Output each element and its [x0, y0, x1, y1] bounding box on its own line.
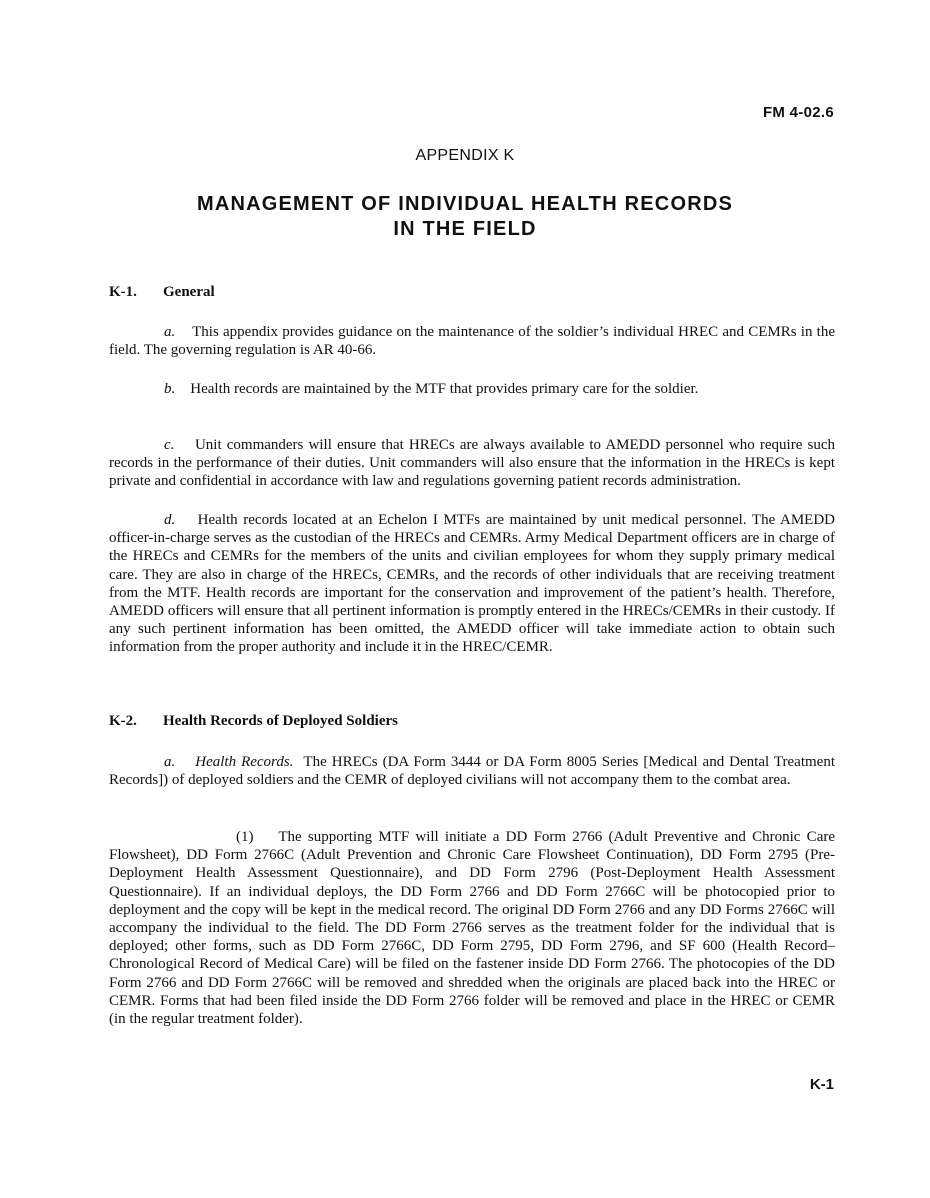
paragraph-k2-a [109, 753, 835, 789]
paragraph-k1-b [109, 380, 835, 398]
paragraph-label: d. [164, 512, 176, 528]
section-heading-k1 [109, 284, 215, 301]
document-id: FM 4-02.6 [762, 104, 834, 121]
paragraph-k1-d [109, 511, 835, 657]
page-title [0, 192, 930, 242]
paragraph-label: (1) [236, 829, 254, 845]
paragraph-k1-a [109, 323, 835, 359]
section-number: K-2. [109, 713, 137, 729]
page-title-line2: IN THE FIELD [393, 218, 537, 240]
paragraph-text: The HRECs (DA Form 3444 or DA Form 8005 Series [Medical and Dental Treatment Records]) of deployed soldiers and the CEMR of deployed civilians will not accompany them to the combat area. [109, 754, 836, 789]
section-number: K-1. [109, 284, 137, 300]
paragraph-label: a. [164, 754, 176, 770]
section-heading-k2 [109, 713, 398, 730]
paragraph-text: Health records are maintained by the MTF that provides primary care for the soldier. [190, 381, 699, 397]
section-title: General [163, 284, 215, 300]
paragraph-k1-c [109, 436, 835, 491]
page-number: K-1 [809, 1076, 834, 1093]
paragraph-subtitle: Health Records. [195, 754, 294, 770]
paragraph-k2-a1 [109, 828, 835, 1028]
section-title: Health Records of Deployed Soldiers [163, 713, 398, 729]
paragraph-text: Health records located at an Echelon I MTFs are maintained by unit medical personnel. The AMEDD officer-in-charge serves as the custodian of the HRECs and CEMRs. Army Medical Department officers are in charge of the HRECs and CEMRs for the members of the units and civilian employees for whom they supply primary medical care. They are also in charge of the HRECs, CEMRs, and the records of other individuals that are receiving treatment from the MTF. Health records are important for the conservation and improvement of the patient’s health. Therefore, AMEDD officers will ensure that all pertinent information is promptly entered in the HRECs/CEMRs in their custody. If any such pertinent information has been omitted, the AMEDD officer will take immediate action to obtain such information from the proper authority and include it in the HREC/CEMR. [109, 512, 835, 656]
paragraph-text: Unit commanders will ensure that HRECs are always available to AMEDD personnel who require such records in the performance of their duties. Unit commanders will also ensure that the information in the HRECs is kept private and confidential in accordance with law and regulations governing patient records administration. [109, 437, 835, 490]
paragraph-text: The supporting MTF will initiate a DD Form 2766 (Adult Preventive and Chronic Care Flowsheet), DD Form 2766C (Adult Prevention and Chronic Care Flowsheet Continuation), DD Form 2795 (Pre-Deployment Health Assessment Questionnaire), and DD Form 2796 (Post-Deployment Health Assessment Questionnaire). If an individual deploys, the DD Form 2766 and DD Form 2766C will be photocopied prior to deployment and the copy will be kept in the medical record. The original DD Form 2766 and any DD Forms 2766C will accompany the individual to the field. The DD Form 2766 serves as the treatment folder for the individual that is deployed; other forms, such as DD Form 2766C, DD Form 2795, DD Form 2796, and SF 600 (Health Record–Chronological Record of Medical Care) will be filed on the fastener inside DD Form 2766. The photocopies of the DD Form 2766 and DD Form 2766C will be removed and shredded when the originals are placed back into the HREC or CEMR. Forms that had been filed inside the DD Form 2766 folder will be removed and place in the HREC or CEMR (in the regular treatment folder). [109, 829, 835, 1028]
paragraph-label: a. [164, 324, 176, 340]
page-title-line1: MANAGEMENT OF INDIVIDUAL HEALTH RECORDS [196, 193, 734, 215]
paragraph-text: This appendix provides guidance on the maintenance of the soldier’s individual HREC and CEMRs in the field. The governing regulation is AR 40-66. [109, 324, 835, 359]
paragraph-label: c. [164, 437, 175, 453]
paragraph-label: b. [164, 381, 176, 397]
appendix-label: APPENDIX K [415, 147, 515, 164]
